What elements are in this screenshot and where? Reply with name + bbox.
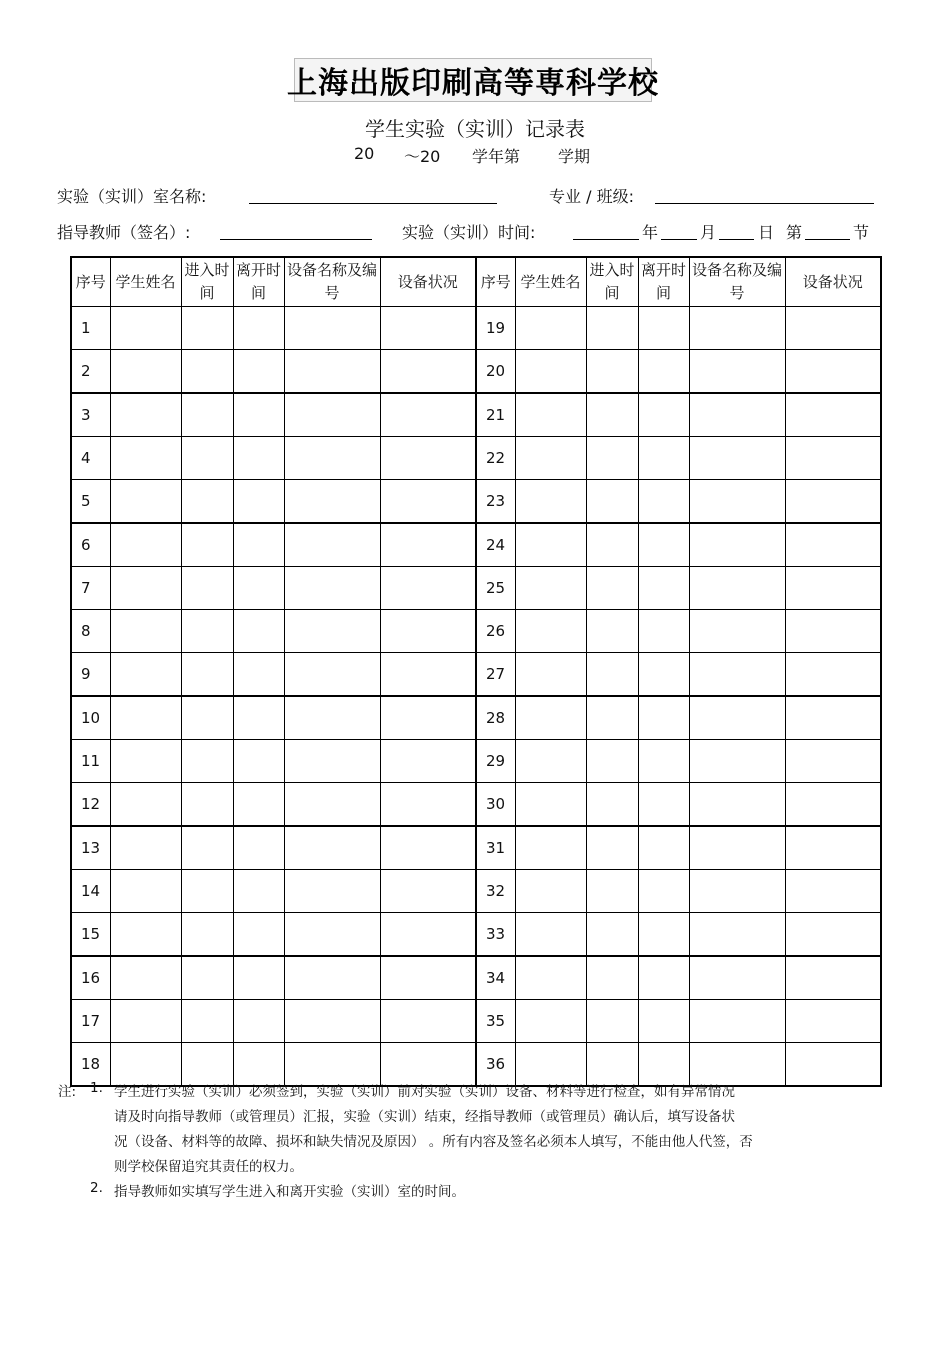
equipment-status-cell[interactable] (785, 653, 881, 697)
student-name-cell[interactable] (515, 480, 586, 524)
equipment-name-cell[interactable] (284, 523, 380, 567)
student-name-cell[interactable] (515, 826, 586, 870)
leave-time-cell[interactable] (638, 437, 689, 480)
equipment-status-cell[interactable] (785, 393, 881, 437)
equipment-name-cell[interactable] (689, 393, 785, 437)
entry-time-cell[interactable] (181, 696, 233, 740)
note-1-line: 学生进行实验（实训）必须签到，实验（实训）前对实验（实训）设备、材料等进行检查，如有异常情况 (114, 1084, 735, 1100)
row-number: 13 (71, 826, 110, 870)
leave-time-cell[interactable] (233, 956, 284, 1000)
leave-time-cell[interactable] (233, 393, 284, 437)
equipment-name-cell[interactable] (689, 523, 785, 567)
equipment-status-cell[interactable] (785, 610, 881, 653)
student-name-cell[interactable] (515, 740, 586, 783)
student-name-cell[interactable] (110, 350, 181, 394)
entry-time-cell[interactable] (181, 956, 233, 1000)
equipment-status-cell[interactable] (380, 783, 476, 827)
day-field[interactable] (719, 239, 754, 240)
leave-time-cell[interactable] (233, 913, 284, 957)
term-year-suffix: 学年第 (472, 147, 521, 166)
equipment-name-cell[interactable] (689, 740, 785, 783)
equipment-name-cell[interactable] (284, 567, 380, 610)
equipment-name-cell[interactable] (284, 913, 380, 957)
leave-time-cell[interactable] (233, 653, 284, 697)
header-equipment-status: 设备状况 (380, 257, 476, 307)
entry-time-cell[interactable] (586, 567, 638, 610)
student-name-cell[interactable] (110, 523, 181, 567)
student-name-cell[interactable] (515, 913, 586, 957)
student-name-cell[interactable] (515, 783, 586, 827)
row-number: 32 (476, 870, 515, 913)
leave-time-cell[interactable] (638, 696, 689, 740)
student-name-cell[interactable] (515, 956, 586, 1000)
student-name-cell[interactable] (110, 870, 181, 913)
row-number: 21 (476, 393, 515, 437)
student-name-cell[interactable] (110, 307, 181, 350)
school-name: 上海出版印刷高等専科学校 (287, 66, 659, 101)
leave-time-cell[interactable] (638, 610, 689, 653)
period-field[interactable] (805, 239, 850, 240)
row-number: 9 (71, 653, 110, 697)
notes-prefix: 注: (58, 1084, 77, 1100)
row-number: 5 (71, 480, 110, 524)
leave-time-cell[interactable] (233, 740, 284, 783)
entry-time-cell[interactable] (181, 913, 233, 957)
equipment-name-cell[interactable] (689, 437, 785, 480)
header-seq: 序号 (476, 257, 515, 307)
row-number: 11 (71, 740, 110, 783)
table-row (71, 350, 881, 394)
row-number: 22 (476, 437, 515, 480)
entry-time-cell[interactable] (586, 740, 638, 783)
leave-time-cell[interactable] (638, 826, 689, 870)
entry-time-cell[interactable] (181, 653, 233, 697)
lab-name-field[interactable] (249, 203, 497, 204)
row-number: 8 (71, 610, 110, 653)
table-header-row (71, 257, 881, 307)
major-class-field[interactable] (655, 203, 874, 204)
equipment-status-cell[interactable] (785, 1043, 881, 1087)
leave-time-cell[interactable] (638, 393, 689, 437)
equipment-name-cell[interactable] (284, 307, 380, 350)
teacher-field[interactable] (220, 239, 372, 240)
header-student-name: 学生姓名 (515, 257, 586, 307)
entry-time-cell[interactable] (586, 393, 638, 437)
period-prefix: 第 (786, 223, 803, 242)
row-number: 16 (71, 956, 110, 1000)
equipment-status-cell[interactable] (380, 1000, 476, 1043)
entry-time-cell[interactable] (181, 393, 233, 437)
term-suffix: 学期 (558, 147, 591, 166)
row-number: 15 (71, 913, 110, 957)
student-name-cell[interactable] (515, 437, 586, 480)
entry-time-cell[interactable] (181, 826, 233, 870)
equipment-name-cell[interactable] (284, 393, 380, 437)
equipment-status-cell[interactable] (785, 740, 881, 783)
equipment-status-cell[interactable] (380, 523, 476, 567)
day-label: 日 (758, 223, 775, 242)
entry-time-cell[interactable] (181, 480, 233, 524)
equipment-name-cell[interactable] (689, 610, 785, 653)
entry-time-cell[interactable] (181, 350, 233, 394)
equipment-status-cell[interactable] (380, 307, 476, 350)
entry-time-cell[interactable] (586, 783, 638, 827)
leave-time-cell[interactable] (233, 350, 284, 394)
row-number: 30 (476, 783, 515, 827)
leave-time-cell[interactable] (233, 696, 284, 740)
header-equipment-status: 设备状况 (785, 257, 881, 307)
row-number: 10 (71, 696, 110, 740)
major-class-label: 专业 / 班级: (549, 187, 634, 206)
leave-time-cell[interactable] (233, 437, 284, 480)
leave-time-cell[interactable] (233, 480, 284, 524)
equipment-status-cell[interactable] (380, 913, 476, 957)
entry-time-cell[interactable] (181, 783, 233, 827)
leave-time-cell[interactable] (638, 307, 689, 350)
entry-time-cell[interactable] (586, 1000, 638, 1043)
leave-time-cell[interactable] (638, 870, 689, 913)
equipment-name-cell[interactable] (689, 696, 785, 740)
entry-time-cell[interactable] (586, 696, 638, 740)
row-number: 28 (476, 696, 515, 740)
entry-time-cell[interactable] (586, 480, 638, 524)
equipment-status-cell[interactable] (380, 393, 476, 437)
student-name-cell[interactable] (515, 350, 586, 394)
term-year-start: 20 (354, 144, 375, 163)
row-number: 19 (476, 307, 515, 350)
header-student-name: 学生姓名 (110, 257, 181, 307)
table-row (71, 956, 881, 1000)
row-number: 20 (476, 350, 515, 394)
equipment-status-cell[interactable] (380, 826, 476, 870)
note-1-number: 1. (90, 1080, 103, 1096)
form-title: 学生实验（实训）记录表 (365, 117, 585, 141)
table-row (71, 480, 881, 524)
student-name-cell[interactable] (110, 393, 181, 437)
entry-time-cell[interactable] (181, 1000, 233, 1043)
student-name-cell[interactable] (110, 913, 181, 957)
student-name-cell[interactable] (110, 480, 181, 524)
teacher-label: 指导教师（签名）: (57, 223, 191, 242)
entry-time-cell[interactable] (586, 826, 638, 870)
table-row (71, 826, 881, 870)
leave-time-cell[interactable] (638, 480, 689, 524)
equipment-name-cell[interactable] (284, 1000, 380, 1043)
student-name-cell[interactable] (515, 523, 586, 567)
leave-time-cell[interactable] (233, 610, 284, 653)
entry-time-cell[interactable] (586, 610, 638, 653)
row-number: 36 (476, 1043, 515, 1087)
student-name-cell[interactable] (515, 653, 586, 697)
student-name-cell[interactable] (110, 696, 181, 740)
equipment-status-cell[interactable] (380, 956, 476, 1000)
equipment-status-cell[interactable] (785, 913, 881, 957)
header-leave-time: 离开时间 (638, 257, 689, 307)
equipment-status-cell[interactable] (785, 956, 881, 1000)
row-number: 33 (476, 913, 515, 957)
equipment-status-cell[interactable] (785, 307, 881, 350)
equipment-name-cell[interactable] (689, 826, 785, 870)
leave-time-cell[interactable] (233, 826, 284, 870)
table-row (71, 393, 881, 437)
equipment-name-cell[interactable] (689, 307, 785, 350)
equipment-name-cell[interactable] (689, 653, 785, 697)
row-number: 29 (476, 740, 515, 783)
student-name-cell[interactable] (110, 826, 181, 870)
leave-time-cell[interactable] (638, 956, 689, 1000)
record-table (70, 256, 882, 1087)
leave-time-cell[interactable] (638, 1000, 689, 1043)
equipment-name-cell[interactable] (689, 913, 785, 957)
equipment-name-cell[interactable] (689, 1000, 785, 1043)
time-label: 实验（实训）时间: (402, 223, 536, 242)
equipment-status-cell[interactable] (380, 437, 476, 480)
equipment-status-cell[interactable] (785, 870, 881, 913)
row-number: 27 (476, 653, 515, 697)
table-row (71, 740, 881, 783)
equipment-name-cell[interactable] (689, 350, 785, 394)
table-row (71, 653, 881, 697)
equipment-status-cell[interactable] (785, 567, 881, 610)
equipment-status-cell[interactable] (785, 350, 881, 394)
entry-time-cell[interactable] (181, 567, 233, 610)
leave-time-cell[interactable] (638, 783, 689, 827)
entry-time-cell[interactable] (586, 653, 638, 697)
row-number: 4 (71, 437, 110, 480)
table-row (71, 523, 881, 567)
year-label: 年 (642, 223, 659, 242)
period-suffix: 节 (853, 223, 870, 242)
header-equipment-name: 设备名称及编号 (284, 257, 380, 307)
student-name-cell[interactable] (110, 567, 181, 610)
leave-time-cell[interactable] (233, 783, 284, 827)
student-name-cell[interactable] (110, 1000, 181, 1043)
table-row (71, 437, 881, 480)
month-field[interactable] (661, 239, 697, 240)
student-name-cell[interactable] (515, 567, 586, 610)
note-1-line: 则学校保留追究其责任的权力。 (114, 1159, 303, 1175)
student-name-cell[interactable] (515, 307, 586, 350)
table-row (71, 307, 881, 350)
leave-time-cell[interactable] (638, 653, 689, 697)
leave-time-cell[interactable] (638, 350, 689, 394)
entry-time-cell[interactable] (586, 870, 638, 913)
note-1-line: 况（设备、材料等的故障、损坏和缺失情况及原因） 。所有内容及签名必须本人填写，不能由他人代签，否 (114, 1134, 753, 1150)
leave-time-cell[interactable] (233, 567, 284, 610)
student-name-cell[interactable] (110, 437, 181, 480)
equipment-name-cell[interactable] (689, 783, 785, 827)
row-number: 14 (71, 870, 110, 913)
table-row (71, 870, 881, 913)
leave-time-cell[interactable] (233, 523, 284, 567)
equipment-status-cell[interactable] (785, 826, 881, 870)
equipment-status-cell[interactable] (785, 480, 881, 524)
row-number: 17 (71, 1000, 110, 1043)
lab-name-label: 实验（实训）室名称: (57, 187, 207, 206)
student-name-cell[interactable] (515, 610, 586, 653)
equipment-name-cell[interactable] (284, 480, 380, 524)
note-2-line: 指导教师如实填写学生进入和离开实验（实训）室的时间。 (114, 1184, 465, 1200)
header-entry-time: 进入时间 (586, 257, 638, 307)
equipment-status-cell[interactable] (380, 350, 476, 394)
equipment-status-cell[interactable] (785, 437, 881, 480)
equipment-name-cell[interactable] (284, 610, 380, 653)
row-number: 12 (71, 783, 110, 827)
leave-time-cell[interactable] (638, 740, 689, 783)
row-number: 2 (71, 350, 110, 394)
equipment-status-cell[interactable] (785, 696, 881, 740)
equipment-status-cell[interactable] (380, 870, 476, 913)
student-name-cell[interactable] (515, 696, 586, 740)
table-row (71, 696, 881, 740)
row-number: 6 (71, 523, 110, 567)
equipment-name-cell[interactable] (284, 696, 380, 740)
student-name-cell[interactable] (515, 393, 586, 437)
entry-time-cell[interactable] (181, 870, 233, 913)
equipment-name-cell[interactable] (284, 653, 380, 697)
row-number: 23 (476, 480, 515, 524)
leave-time-cell[interactable] (638, 913, 689, 957)
leave-time-cell[interactable] (638, 523, 689, 567)
equipment-status-cell[interactable] (380, 740, 476, 783)
entry-time-cell[interactable] (181, 740, 233, 783)
equipment-name-cell[interactable] (284, 956, 380, 1000)
header-equipment-name: 设备名称及编号 (689, 257, 785, 307)
row-number: 1 (71, 307, 110, 350)
entry-time-cell[interactable] (586, 437, 638, 480)
equipment-status-cell[interactable] (380, 567, 476, 610)
equipment-name-cell[interactable] (689, 956, 785, 1000)
school-logo (287, 58, 659, 102)
student-name-cell[interactable] (110, 610, 181, 653)
entry-time-cell[interactable] (181, 610, 233, 653)
equipment-status-cell[interactable] (785, 783, 881, 827)
entry-time-cell[interactable] (181, 523, 233, 567)
row-number: 26 (476, 610, 515, 653)
row-number: 24 (476, 523, 515, 567)
equipment-name-cell[interactable] (284, 350, 380, 394)
equipment-name-cell[interactable] (284, 740, 380, 783)
table-row (71, 913, 881, 957)
student-name-cell[interactable] (110, 653, 181, 697)
student-name-cell[interactable] (515, 1000, 586, 1043)
entry-time-cell[interactable] (586, 956, 638, 1000)
equipment-status-cell[interactable] (380, 653, 476, 697)
entry-time-cell[interactable] (586, 350, 638, 394)
leave-time-cell[interactable] (233, 870, 284, 913)
table-row (71, 610, 881, 653)
month-label: 月 (700, 223, 717, 242)
row-number: 35 (476, 1000, 515, 1043)
equipment-name-cell[interactable] (689, 870, 785, 913)
row-number: 31 (476, 826, 515, 870)
row-number: 3 (71, 393, 110, 437)
equipment-status-cell[interactable] (785, 1000, 881, 1043)
student-name-cell[interactable] (515, 870, 586, 913)
entry-time-cell[interactable] (586, 523, 638, 567)
header-leave-time: 离开时间 (233, 257, 284, 307)
note-1-line: 请及时向指导教师（或管理员）汇报，实验（实训）结束，经指导教师（或管理员）确认后，填写设备状 (114, 1109, 735, 1125)
equipment-status-cell[interactable] (380, 480, 476, 524)
leave-time-cell[interactable] (233, 1000, 284, 1043)
equipment-name-cell[interactable] (689, 480, 785, 524)
table-row (71, 783, 881, 827)
table-row (71, 1000, 881, 1043)
equipment-status-cell[interactable] (785, 523, 881, 567)
equipment-name-cell[interactable] (284, 826, 380, 870)
equipment-status-cell[interactable] (380, 610, 476, 653)
leave-time-cell[interactable] (638, 567, 689, 610)
entry-time-cell[interactable] (586, 307, 638, 350)
header-entry-time: 进入时间 (181, 257, 233, 307)
leave-time-cell[interactable] (233, 307, 284, 350)
entry-time-cell[interactable] (181, 437, 233, 480)
equipment-name-cell[interactable] (689, 567, 785, 610)
equipment-name-cell[interactable] (284, 783, 380, 827)
row-number: 7 (71, 567, 110, 610)
year-field[interactable] (573, 239, 639, 240)
term-year-end: ～20 (404, 147, 441, 166)
header-seq: 序号 (71, 257, 110, 307)
equipment-status-cell[interactable] (380, 696, 476, 740)
note-2-number: 2. (90, 1180, 103, 1196)
student-name-cell[interactable] (110, 956, 181, 1000)
equipment-name-cell[interactable] (284, 437, 380, 480)
table-row (71, 567, 881, 610)
row-number: 25 (476, 567, 515, 610)
row-number: 18 (71, 1043, 110, 1087)
student-name-cell[interactable] (110, 783, 181, 827)
entry-time-cell[interactable] (181, 307, 233, 350)
equipment-name-cell[interactable] (284, 870, 380, 913)
student-name-cell[interactable] (110, 740, 181, 783)
row-number: 34 (476, 956, 515, 1000)
entry-time-cell[interactable] (586, 913, 638, 957)
